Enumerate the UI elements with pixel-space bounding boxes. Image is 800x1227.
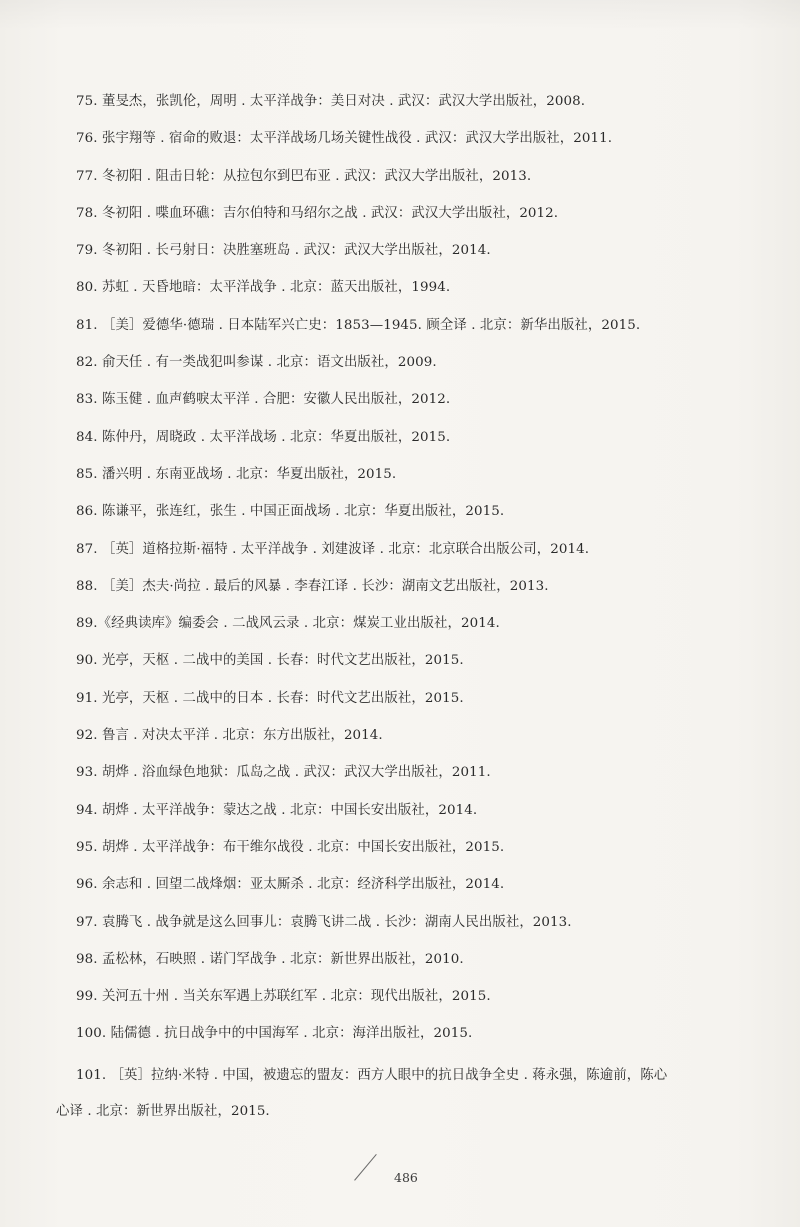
- reference-item: 100. 陆儒德 . 抗日战争中的中国海军 . 北京：海洋出版社，2015.: [76, 1026, 473, 1042]
- reference-item: 82. 俞天任 . 有一类战犯叫参谋 . 北京：语文出版社，2009.: [76, 355, 437, 371]
- reference-item: 93. 胡烨 . 浴血绿色地狱：瓜岛之战 . 武汉：武汉大学出版社，2011.: [76, 765, 491, 781]
- reference-item: 99. 关河五十州 . 当关东军遇上苏联红军 . 北京：现代出版社，2015.: [76, 989, 491, 1005]
- reference-item-wrapped: [0, 1058, 800, 1130]
- reference-item: 98. 孟松林，石映照 . 诺门罕战争 . 北京：新世界出版社，2010.: [76, 951, 464, 967]
- reference-item: 77. 冬初阳 . 阻击日轮：从拉包尔到巴布亚 . 武汉：武汉大学出版社，2013.: [76, 168, 532, 184]
- reference-item: 89.《经典读库》编委会 . 二战风云录 . 北京：煤炭工业出版社，2014.: [76, 616, 500, 632]
- reference-line-1: 101. ［英］拉纳·米特 . 中国，被遗忘的盟友：西方人眼中的抗日战争全史 . 蒋永强，陈逾前，陈心: [76, 1067, 668, 1083]
- reference-item: 84. 陈仲丹，周晓政 . 太平洋战场 . 北京：华夏出版社，2015.: [76, 429, 451, 445]
- reference-item: 90. 光亭，天枢 . 二战中的美国 . 长春：时代文艺出版社，2015.: [76, 653, 464, 669]
- reference-item: 76. 张宇翔等 . 宿命的败退：太平洋战场几场关键性战役 . 武汉：武汉大学出版社，2011.: [76, 131, 613, 147]
- reference-item: 87. ［英］道格拉斯·福特 . 太平洋战争 . 刘建波译 . 北京：北京联合出版公司，2014.: [76, 541, 590, 557]
- reference-item: 95. 胡烨 . 太平洋战争：布干维尔战役 . 北京：中国长安出版社，2015.: [76, 839, 505, 855]
- reference-item: 79. 冬初阳 . 长弓射日：决胜塞班岛 . 武汉：武汉大学出版社，2014.: [76, 243, 491, 259]
- reference-item: 81. ［美］爱德华·德瑞 . 日本陆军兴亡史：1853—1945. 顾全译 . 北京：新华出版社，2015.: [76, 317, 641, 333]
- reference-item: 85. 潘兴明 . 东南亚战场 . 北京：华夏出版社，2015.: [76, 466, 397, 482]
- reference-item: 97. 袁腾飞 . 战争就是这么回事儿：袁腾飞讲二战 . 长沙：湖南人民出版社，2013.: [76, 914, 572, 930]
- reference-item: 92. 鲁言 . 对决太平洋 . 北京：东方出版社，2014.: [76, 728, 383, 744]
- reference-item: 80. 苏虹 . 天昏地暗：太平洋战争 . 北京：蓝天出版社，1994.: [76, 280, 451, 296]
- page-number: 486: [394, 1170, 418, 1185]
- reference-item: 91. 光亭，天枢 . 二战中的日本 . 长春：时代文艺出版社，2015.: [76, 690, 464, 706]
- footer-slash-mark: [354, 1154, 377, 1181]
- reference-line-2: 心译 . 北京：新世界出版社，2015.: [56, 1103, 270, 1119]
- reference-item: 78. 冬初阳 . 喋血环礁：吉尔伯特和马绍尔之战 . 武汉：武汉大学出版社，2012.: [76, 205, 559, 221]
- reference-item: 83. 陈玉健 . 血声鹤唳太平洋 . 合肥：安徽人民出版社，2012.: [76, 392, 451, 408]
- page-shadow: [0, 0, 800, 30]
- reference-item: 75. 董旻杰，张凯伦，周明 . 太平洋战争：美日对决 . 武汉：武汉大学出版社，2008.: [76, 94, 586, 109]
- reference-item: 94. 胡烨 . 太平洋战争：蒙达之战 . 北京：中国长安出版社，2014.: [76, 802, 478, 818]
- reference-item: 88. ［美］杰夫·尚拉 . 最后的风暴 . 李春江译 . 长沙：湖南文艺出版社，2013.: [76, 578, 549, 594]
- reference-item: 96. 余志和 . 回望二战烽烟：亚太厮杀 . 北京：经济科学出版社，2014.: [76, 877, 505, 893]
- reference-item: 86. 陈谦平，张连红，张生 . 中国正面战场 . 北京：华夏出版社，2015.: [76, 504, 505, 520]
- reference-list: [0, 88, 800, 1130]
- page-footer: [370, 1150, 430, 1190]
